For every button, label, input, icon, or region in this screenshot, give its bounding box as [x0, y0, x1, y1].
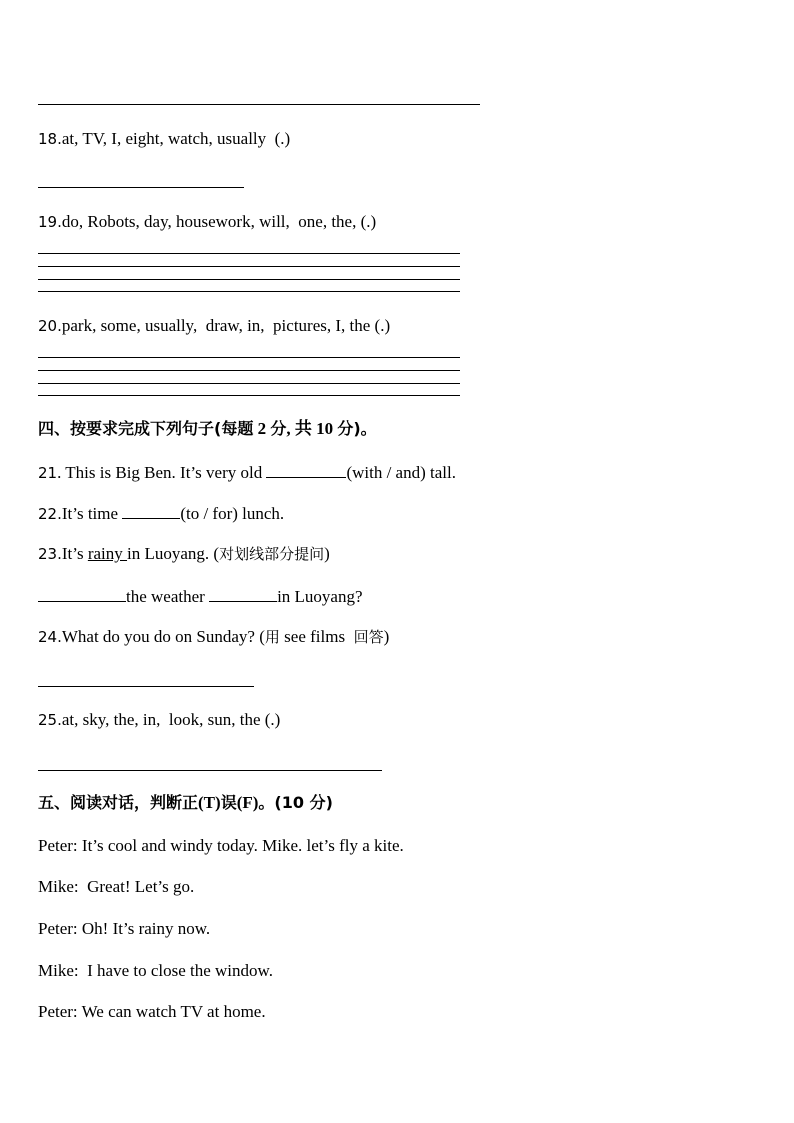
answer-line — [38, 104, 480, 105]
question-21: 21. This is Big Ben. It’s very old (with / and) tall. — [38, 463, 456, 482]
question-23-answer: the weather in Luoyang? — [38, 586, 363, 607]
question-20 — [38, 316, 390, 336]
question-number: 18. — [38, 130, 62, 148]
fill-blank[interactable] — [209, 586, 277, 602]
answer-line[interactable] — [38, 279, 460, 280]
instruction-note: 对划线部分提问 — [219, 545, 325, 563]
dialogue-line: Mike: Great! Let’s go. — [38, 877, 195, 896]
answer-line[interactable] — [38, 291, 460, 292]
question-25 — [38, 710, 280, 730]
question-number: 23. — [38, 545, 62, 563]
answer-line[interactable] — [38, 253, 460, 254]
question-text: park, some, usually, draw, in, pictures, I, the (.) — [61, 316, 391, 335]
section-5-title: 五、阅读对话，判断正(T)误(F)。(10 分) — [38, 793, 333, 812]
section-4-title: 四、按要求完成下列句子(每题 2 分, 共 10 分)。 — [38, 419, 377, 438]
question-number: 20. — [38, 317, 62, 335]
question-text: at, sky, the, in, look, sun, the (.) — [61, 710, 281, 729]
fill-blank[interactable] — [266, 462, 346, 478]
dialogue-line: Peter: Oh! It’s rainy now. — [38, 919, 211, 938]
dialogue-line: Peter: We can watch TV at home. — [38, 1002, 266, 1021]
question-number: 24. — [38, 628, 62, 646]
question-18 — [38, 129, 290, 149]
fill-blank[interactable] — [38, 586, 126, 602]
question-number: 21 — [38, 464, 58, 482]
question-22: 22.It’s time (to / for) lunch. — [38, 504, 285, 523]
question-number: 19. — [38, 213, 62, 231]
question-24: 24.What do you do on Sunday? (用 see films 回答) — [38, 627, 390, 646]
answer-line[interactable] — [38, 187, 244, 188]
answer-line[interactable] — [38, 383, 460, 384]
question-23: 23.It’s rainy in Luoyang. (对划线部分提问) — [38, 544, 330, 563]
question-19 — [38, 212, 376, 232]
fill-blank[interactable] — [122, 503, 180, 519]
question-number: 22. — [38, 505, 62, 523]
answer-line[interactable] — [38, 357, 460, 358]
dialogue-line: Peter: It’s cool and windy today. Mike. let’s fly a kite. — [38, 836, 404, 855]
answer-line[interactable] — [38, 266, 460, 267]
answer-line[interactable] — [38, 395, 460, 396]
question-text: at, TV, I, eight, watch, usually (.) — [61, 129, 291, 148]
answer-line[interactable] — [38, 770, 382, 771]
question-number: 25. — [38, 711, 62, 729]
answer-line[interactable] — [38, 686, 254, 687]
dialogue-line: Mike: I have to close the window. — [38, 961, 273, 980]
answer-line[interactable] — [38, 370, 460, 371]
question-text: do, Robots, day, housework, will, one, the, (.) — [61, 212, 377, 231]
underlined-word: rainy — [87, 544, 128, 563]
